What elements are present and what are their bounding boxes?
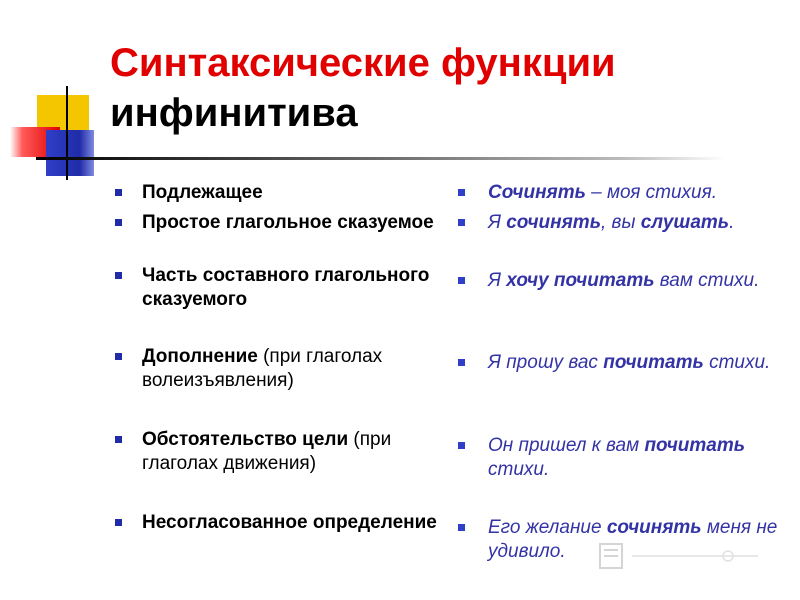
- example-text: .: [729, 212, 735, 233]
- bullet-icon: [115, 272, 122, 279]
- example-text: Он пришел к вам: [488, 435, 645, 456]
- example-text: – моя стихия.: [585, 182, 718, 203]
- bullet-icon: [115, 519, 122, 526]
- example-bold: почитать: [644, 435, 746, 456]
- item-bold: Обстоятельство цели: [142, 429, 349, 450]
- blue-square: [46, 130, 94, 176]
- vertical-line: [66, 86, 68, 180]
- right-example-2: [488, 211, 778, 235]
- bullet-icon: [458, 442, 465, 449]
- bullet-icon: [458, 359, 465, 366]
- item-bold: Простое глагольное сказуемое: [142, 212, 434, 233]
- example-text: , вы: [600, 212, 641, 233]
- item-normal: (при глаголах движения): [142, 429, 392, 474]
- right-example-4: [488, 351, 778, 375]
- left-item-attribute: [142, 511, 442, 535]
- example-bold: Сочинять: [488, 182, 586, 203]
- bullet-icon: [115, 353, 122, 360]
- bullet-icon: [115, 436, 122, 443]
- example-text: Его желание: [488, 517, 607, 538]
- left-item-object: [142, 345, 442, 393]
- example-text: Я: [488, 212, 507, 233]
- left-item-adverbial-purpose: [142, 428, 442, 476]
- example-bold: почитать: [603, 352, 704, 373]
- example-bold: слушать: [640, 212, 730, 233]
- right-example-3: [488, 269, 778, 293]
- example-bold: хочу почитать: [506, 270, 655, 291]
- left-item-subject: [142, 181, 442, 205]
- item-bold: Часть составного глагольного сказуемого: [142, 265, 430, 310]
- right-example-5: [488, 434, 778, 482]
- example-text: стихи.: [703, 352, 771, 373]
- bullet-icon: [115, 219, 122, 226]
- title-divider: [36, 157, 726, 160]
- bullet-icon: [458, 524, 465, 531]
- example-text: стихи.: [488, 459, 550, 480]
- title-line-1: Синтаксические функции: [110, 41, 616, 85]
- bullet-icon: [115, 189, 122, 196]
- example-bold: сочинять: [606, 517, 702, 538]
- item-bold: Дополнение: [142, 346, 258, 367]
- bullet-icon: [458, 277, 465, 284]
- example-text: меня не удивило.: [488, 517, 778, 562]
- example-bold: сочинять: [506, 212, 601, 233]
- watermark-logo: [598, 540, 768, 572]
- item-normal: (при глаголах волеизъявления): [142, 346, 383, 391]
- decorative-squares: [0, 0, 110, 190]
- item-bold: Несогласованное определение: [142, 512, 437, 533]
- right-example-1: [488, 181, 778, 205]
- example-text: Я: [488, 270, 507, 291]
- slide-title: [110, 38, 616, 138]
- example-text: Я прошу вас: [488, 352, 604, 373]
- left-item-simple-predicate: [142, 211, 442, 235]
- title-line-2: инфинитива: [110, 91, 358, 135]
- left-item-compound-predicate: [142, 264, 442, 312]
- bullet-icon: [458, 189, 465, 196]
- example-text: вам стихи.: [654, 270, 760, 291]
- item-bold: Подлежащее: [142, 182, 263, 203]
- bullet-icon: [458, 219, 465, 226]
